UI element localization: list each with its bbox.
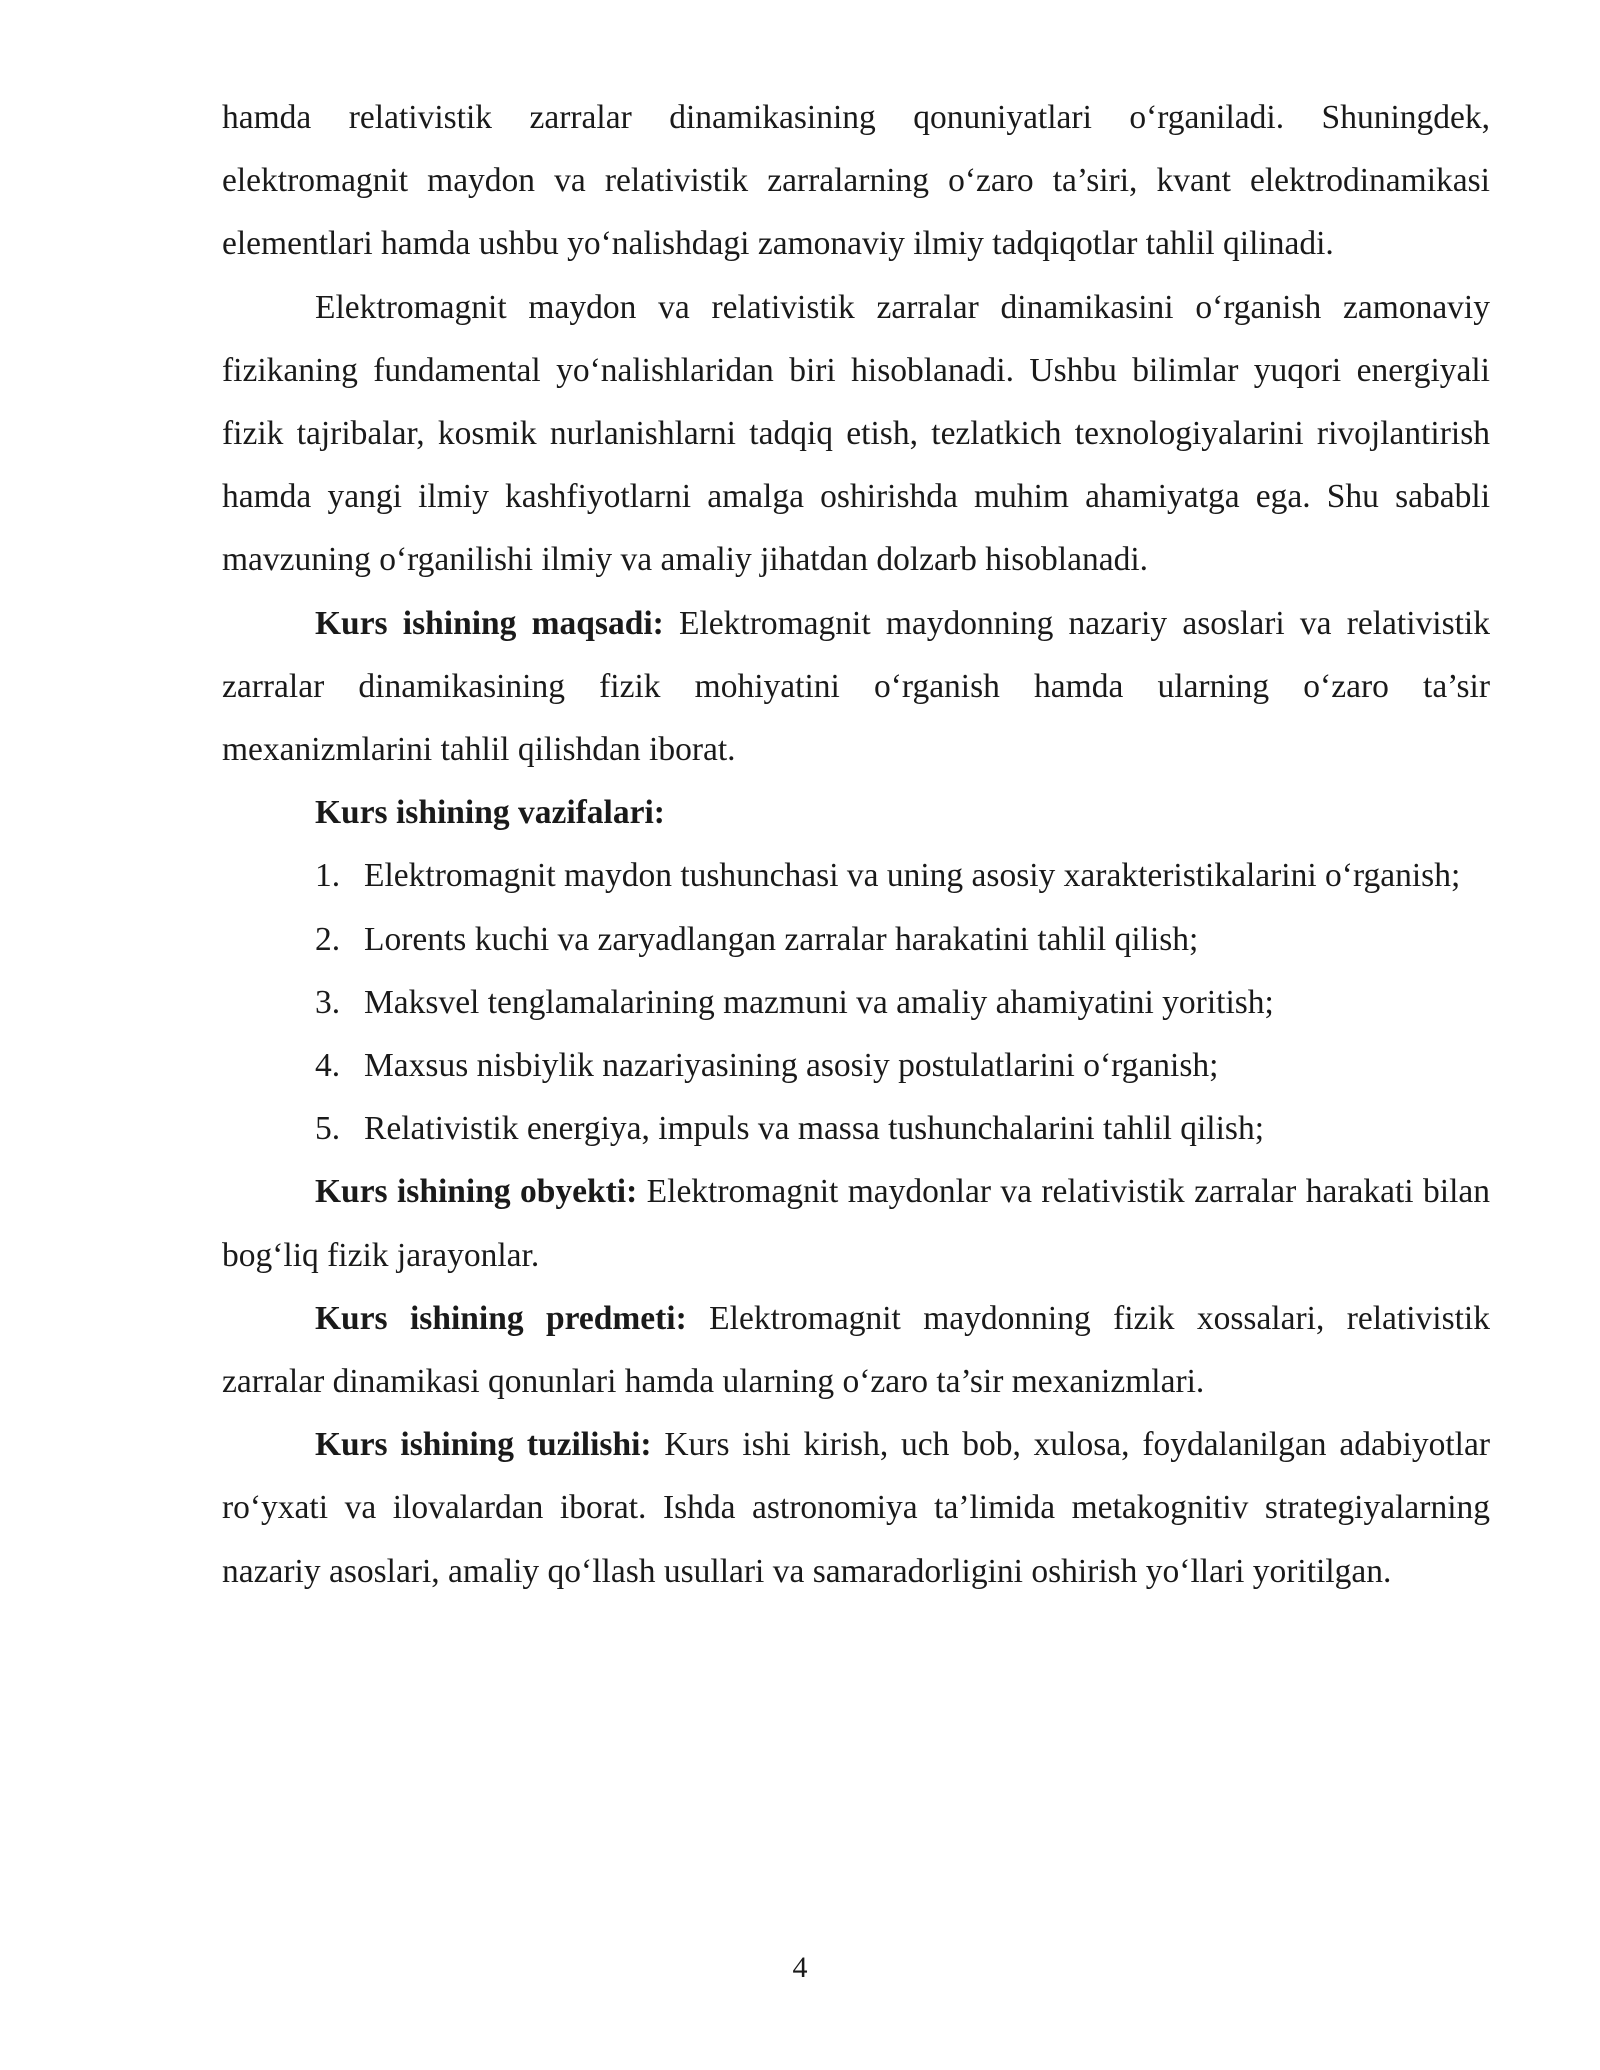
- list-item-text: Lorents kuchi va zaryadlangan zarralar harakatini tahlil qilish;: [364, 920, 1199, 958]
- list-item: [222, 971, 1490, 1034]
- tasks-label: Kurs ishining vazifalari:: [315, 794, 665, 832]
- paragraph-object: [222, 1160, 1490, 1286]
- list-item-number: 5.: [315, 1110, 341, 1148]
- list-item-number: 3.: [315, 983, 341, 1021]
- object-text: Elektromagnit maydonlar va relativistik zarralar harakati bilan bog‘liq fizik jarayonlar.: [222, 1173, 1490, 1274]
- paragraph-intro-continuation: hamda relativistik zarralar dinamikasining qonuniyatlari o‘rganiladi. Shuningdek, elektromagnit maydon va relativistik zarralarning o‘zaro ta’siri, kvant elektrodinamikasi elementlari hamda ushbu yo‘nalishdagi zamonaviy ilmiy tadqiqotlar tahlil qilinadi.: [222, 99, 1490, 263]
- list-item: [222, 1034, 1490, 1097]
- subject-label: Kurs ishining predmeti:: [315, 1299, 687, 1337]
- list-item: [222, 844, 1490, 907]
- list-item-text: Maxsus nisbiylik nazariyasining asosiy postulatlarini o‘rganish;: [364, 1047, 1219, 1085]
- structure-text: Kurs ishi kirish, uch bob, xulosa, foydalanilgan adabiyotlar ro‘yxati va ilovalardan iborat. Ishda astronomiya ta’limida metakognitiv strategiyalarning nazariy asoslari, amaliy qo‘llash usullari va samaradorligini oshirish yo‘llari yoritilgan.: [222, 1426, 1491, 1590]
- list-item-number: 2.: [315, 920, 341, 958]
- object-label: Kurs ishining obyekti:: [315, 1173, 638, 1211]
- paragraph-structure: [222, 1413, 1490, 1603]
- list-item-number: 1.: [315, 857, 341, 895]
- goal-label: Kurs ishining maqsadi:: [315, 604, 664, 642]
- list-item-text: Elektromagnit maydon tushunchasi va uning asosiy xarakteristikalarini o‘rganish;: [364, 857, 1461, 895]
- list-item: [222, 908, 1490, 971]
- paragraph-goal: [222, 592, 1490, 782]
- page-number: 4: [792, 1951, 808, 1984]
- structure-label: Kurs ishining tuzilishi:: [315, 1426, 652, 1464]
- list-item-number: 4.: [315, 1047, 341, 1085]
- tasks-heading: [222, 781, 1490, 844]
- document-page: [222, 86, 1490, 1603]
- paragraph-relevance: Elektromagnit maydon va relativistik zarralar dinamikasini o‘rganish zamonaviy fizikaning fundamental yo‘nalishlaridan biri hisoblanadi. Ushbu bilimlar yuqori energiyali fizik tajribalar, kosmik nurlanishlarni tadqiq etish, tezlatkich texnologiyalarini rivojlantirish hamda yangi ilmiy kashfiyotlarni amalga oshirishda muhim ahamiyatga ega. Shu sababli mavzuning o‘rganilishi ilmiy va amaliy jihatdan dolzarb hisoblanadi.: [222, 288, 1490, 579]
- subject-text: Elektromagnit maydonning fizik xossalari, relativistik zarralar dinamikasi qonunlari hamda ularning o‘zaro ta’sir mexanizmlari.: [222, 1299, 1490, 1401]
- list-item: [222, 1097, 1490, 1160]
- goal-text: Elektromagnit maydonning nazariy asoslari va relativistik zarralar dinamikasining fizik mohiyatini o‘rganish hamda ularning o‘zaro ta’sir mexanizmlarini tahlil qilishdan iborat.: [222, 604, 1490, 769]
- paragraph-subject: [222, 1287, 1490, 1413]
- list-item-text: Maksvel tenglamalarining mazmuni va amaliy ahamiyatini yoritish;: [364, 983, 1274, 1021]
- tasks-list: [222, 844, 1490, 1160]
- list-item-text: Relativistik energiya, impuls va massa tushunchalarini tahlil qilish;: [364, 1110, 1265, 1148]
